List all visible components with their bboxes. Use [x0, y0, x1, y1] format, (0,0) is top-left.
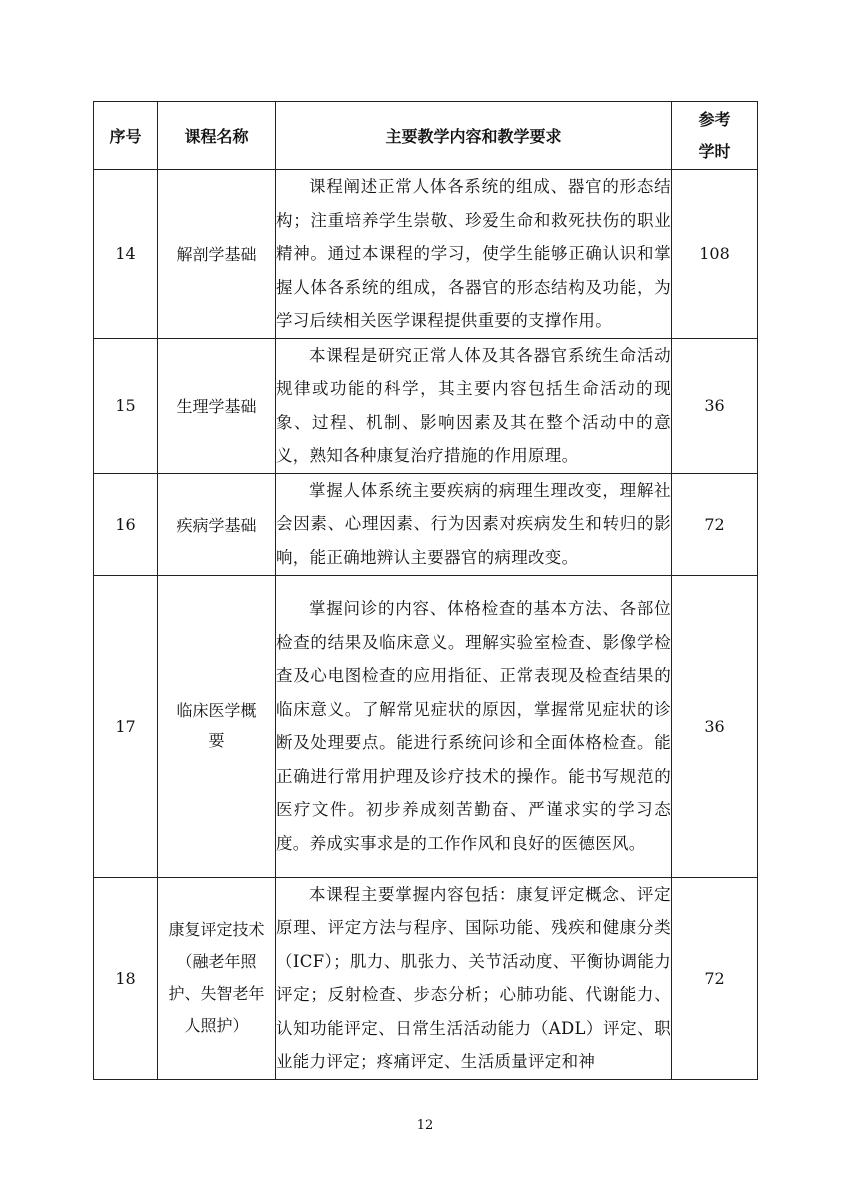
row-course-name: 生理学基础 — [158, 338, 276, 473]
row-content-text: 课程阐述正常人体各系统的组成、器官的形态结构；注重培养学生崇敬、珍爱生命和救死扶伤的职业精神。通过本课程的学习，使学生能够正确认识和掌握人体各系统的组成，各器官的形态结构及功能，为学习后续相关医学课程提供重要的支撑作用。 — [276, 177, 671, 330]
row-content — [276, 338, 672, 473]
page-number: 12 — [416, 1118, 434, 1133]
row-course-name: 康复评定技术（融老年照护、失智老年人照护） — [158, 877, 276, 1079]
course-table — [93, 101, 758, 1080]
row-course-name: 解剖学基础 — [158, 170, 276, 339]
header-hours-line1: 参考 — [698, 109, 731, 129]
row-no: 18 — [94, 877, 158, 1079]
table-row — [94, 877, 758, 1079]
row-hours: 36 — [672, 575, 758, 877]
header-course-name: 课程名称 — [158, 102, 276, 170]
table-row — [94, 338, 758, 473]
row-content — [276, 170, 672, 339]
row-hours: 108 — [672, 170, 758, 339]
row-no: 15 — [94, 338, 158, 473]
header-no: 序号 — [94, 102, 158, 170]
table-row — [94, 170, 758, 339]
row-content — [276, 473, 672, 575]
row-course-name: 疾病学基础 — [158, 473, 276, 575]
row-no: 14 — [94, 170, 158, 339]
header-content: 主要教学内容和教学要求 — [276, 102, 672, 170]
row-content-text: 本课程主要掌握内容包括：康复评定概念、评定原理、评定方法与程序、国际功能、残疾和健康分类（ICF）；肌力、肌张力、关节活动度、平衡协调能力评定；反射检查、步态分析；心肺功能、代谢能力、认知功能评定、日常生活活动能力（ADL）评定、职业能力评定；疼痛评定、生活质量评定和神 — [276, 884, 671, 1071]
row-content-text: 掌握人体系统主要疾病的病理生理改变，理解社会因素、心理因素、行为因素对疾病发生和转归的影响，能正确地辨认主要器官的病理改变。 — [276, 480, 671, 567]
table-row — [94, 473, 758, 575]
row-course-name: 临床医学概要 — [158, 575, 276, 877]
row-content-text: 本课程是研究正常人体及其各器官系统生命活动规律或功能的科学，其主要内容包括生命活动的现象、过程、机制、影响因素及其在整个活动中的意义，熟知各种康复治疗措施的作用原理。 — [276, 345, 671, 465]
row-no: 17 — [94, 575, 158, 877]
table-row — [94, 575, 758, 877]
row-content-text: 掌握问诊的内容、体格检查的基本方法、各部位检查的结果及临床意义。理解实验室检查、影像学检查及心电图检查的应用指征、正常表现及检查结果的临床意义。了解常见症状的原因，掌握常见症状的诊断及处理要点。能进行系统问诊和全面体格检查。能正确进行常用护理及诊疗技术的操作。能书写规范的医疗文件。初步养成刻苦勤奋、严谨求实的学习态度。养成实事求是的工作作风和良好的医德医风。 — [276, 599, 671, 853]
row-no: 16 — [94, 473, 158, 575]
row-content — [276, 575, 672, 877]
header-row — [94, 102, 758, 170]
row-hours: 72 — [672, 473, 758, 575]
row-hours: 36 — [672, 338, 758, 473]
row-hours: 72 — [672, 877, 758, 1079]
header-hours-line2: 学时 — [698, 141, 731, 161]
header-hours — [672, 102, 758, 170]
row-content — [276, 877, 672, 1079]
